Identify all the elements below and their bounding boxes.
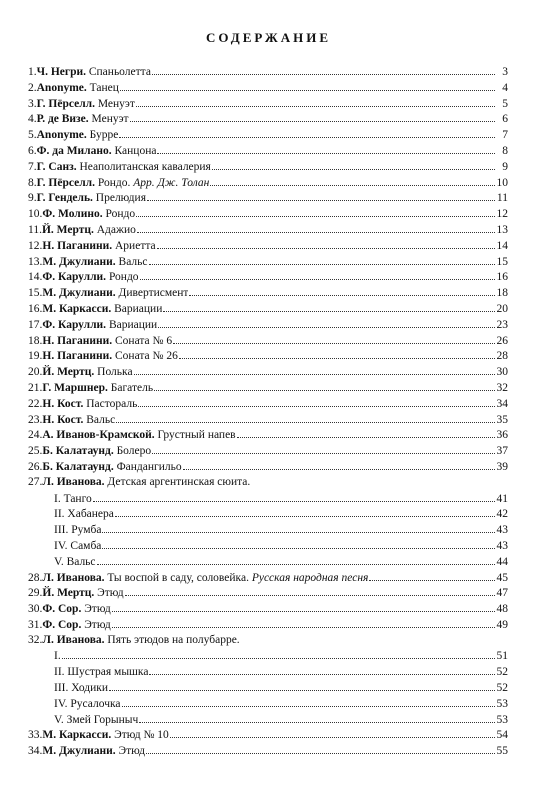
toc-entry bbox=[28, 727, 508, 743]
toc-entry bbox=[28, 111, 508, 127]
composer-name: Г. Пёрселл. bbox=[36, 97, 95, 110]
page-number: 7 bbox=[502, 129, 508, 142]
entry-text bbox=[28, 460, 182, 476]
entry-text bbox=[28, 444, 151, 460]
entry-number: 24. bbox=[28, 429, 43, 442]
page-number: 12 bbox=[496, 208, 508, 221]
entry-number: 12. bbox=[28, 239, 43, 252]
page-number: 51 bbox=[496, 650, 508, 663]
page-number: 3 bbox=[502, 66, 508, 78]
work-title: Менуэт bbox=[88, 113, 129, 126]
toc-entry bbox=[28, 64, 508, 80]
entry-text bbox=[28, 475, 250, 491]
toc-subentry bbox=[28, 554, 508, 570]
page-number: 23 bbox=[496, 318, 508, 331]
work-title: Канцона bbox=[111, 144, 157, 157]
page-number: 35 bbox=[496, 413, 508, 426]
toc-subentry bbox=[28, 664, 508, 680]
entry-text bbox=[28, 381, 153, 397]
page-number: 39 bbox=[496, 460, 508, 473]
dot-leader bbox=[137, 222, 495, 233]
toc-subentry bbox=[28, 491, 508, 507]
toc-entry bbox=[28, 585, 508, 601]
toc-entry bbox=[28, 743, 508, 759]
dot-leader bbox=[179, 348, 495, 359]
work-title: Спаньолетта bbox=[85, 66, 151, 78]
table-of-contents bbox=[28, 64, 508, 759]
toc-entry bbox=[28, 127, 508, 143]
work-title: Адажио bbox=[93, 223, 136, 236]
composer-name: Ф. Карулли. bbox=[42, 271, 107, 284]
entry-number: 8. bbox=[28, 176, 37, 189]
entry-text bbox=[28, 633, 240, 649]
entry-number: 25. bbox=[28, 445, 43, 458]
toc-entry bbox=[28, 475, 508, 491]
toc-subentry bbox=[28, 648, 508, 664]
composer-name: Г. Пёрселл. bbox=[36, 176, 95, 189]
work-title: Рондо bbox=[102, 208, 136, 221]
composer-name: Anonyme. bbox=[36, 129, 87, 142]
page-number: 5 bbox=[502, 97, 508, 110]
work-title: Рондо bbox=[106, 271, 139, 284]
page-number: 15 bbox=[496, 255, 508, 268]
work-title: Соната № 6 bbox=[112, 334, 173, 347]
subentry-title: II. Хабанера bbox=[54, 508, 114, 521]
entry-number: 4. bbox=[28, 113, 37, 126]
entry-text bbox=[54, 649, 61, 665]
entry-number: 23. bbox=[28, 413, 43, 426]
entry-number: 30. bbox=[28, 603, 43, 616]
composer-name: М. Джулиани. bbox=[42, 745, 116, 758]
dot-leader bbox=[102, 538, 495, 549]
page-number: 34 bbox=[496, 397, 508, 410]
entry-number: 15. bbox=[28, 287, 43, 300]
composer-name: Н. Паганини. bbox=[42, 334, 113, 347]
dot-leader bbox=[158, 317, 495, 328]
work-title: Менуэт bbox=[94, 97, 135, 110]
toc-subentry bbox=[28, 538, 508, 554]
composer-name: Ф. Сор. bbox=[42, 603, 82, 616]
subentry-title: II. Шустрая мышка bbox=[54, 666, 149, 679]
entry-number: 34. bbox=[28, 745, 43, 758]
entry-number: 22. bbox=[28, 397, 43, 410]
work-title: Прелюдия bbox=[92, 192, 146, 205]
entry-text bbox=[28, 618, 111, 634]
work-title: Вариации bbox=[111, 302, 163, 315]
entry-text bbox=[28, 728, 169, 744]
entry-number: 7. bbox=[28, 160, 37, 173]
entry-number: 21. bbox=[28, 381, 43, 394]
page-number: 41 bbox=[496, 492, 508, 505]
toc-entry bbox=[28, 570, 508, 586]
entry-text bbox=[28, 397, 137, 413]
entry-text bbox=[28, 302, 162, 318]
composer-name: Б. Калатаунд. bbox=[42, 460, 114, 473]
dot-leader bbox=[102, 522, 495, 533]
dot-leader bbox=[134, 364, 495, 375]
work-title: Грустный напев bbox=[154, 429, 236, 442]
work-title: Этюд bbox=[81, 618, 111, 631]
composer-name: А. Иванов-Крамской. bbox=[42, 429, 155, 442]
composer-name: М. Каркасси. bbox=[42, 302, 112, 315]
toc-entry bbox=[28, 333, 508, 349]
page-number: 49 bbox=[496, 618, 508, 631]
composer-name: Г. Гендель. bbox=[36, 192, 93, 205]
entry-text bbox=[28, 81, 119, 97]
toc-subentry bbox=[28, 522, 508, 538]
entry-text bbox=[54, 681, 108, 697]
entry-number: 28. bbox=[28, 571, 43, 584]
toc-entry bbox=[28, 269, 508, 285]
page-number: 48 bbox=[496, 603, 508, 616]
page-number: 9 bbox=[502, 160, 508, 173]
toc-entry bbox=[28, 301, 508, 317]
composer-name: Й. Мертц. bbox=[42, 587, 95, 600]
dot-leader bbox=[212, 159, 495, 170]
work-title: Ты воспой в саду, соловейка. bbox=[104, 571, 249, 584]
page-number: 43 bbox=[496, 539, 508, 552]
dot-leader bbox=[170, 727, 495, 738]
toc-entry bbox=[28, 459, 508, 475]
dot-leader bbox=[112, 617, 495, 628]
dot-leader bbox=[93, 491, 495, 502]
page-number: 47 bbox=[496, 587, 508, 600]
composer-name: Г. Маршнер. bbox=[42, 381, 108, 394]
work-title: Рондо. bbox=[94, 176, 131, 189]
dot-leader bbox=[210, 175, 495, 186]
entry-number: 18. bbox=[28, 334, 43, 347]
entry-text bbox=[28, 270, 139, 286]
dot-leader bbox=[116, 412, 495, 423]
entry-text bbox=[54, 507, 114, 523]
dot-leader bbox=[146, 743, 495, 754]
page-number: 18 bbox=[496, 287, 508, 300]
work-title: Дивертисмент bbox=[115, 287, 189, 300]
entry-text bbox=[28, 602, 111, 618]
entry-number: 6. bbox=[28, 144, 37, 157]
dot-leader bbox=[97, 554, 495, 565]
entry-number: 33. bbox=[28, 729, 43, 742]
entry-number: 17. bbox=[28, 318, 43, 331]
page-number: 4 bbox=[502, 81, 508, 94]
entry-number: 10. bbox=[28, 208, 43, 221]
dot-leader bbox=[157, 143, 495, 154]
dot-leader bbox=[139, 712, 495, 723]
composer-name: Н. Паганини. bbox=[42, 350, 113, 363]
toc-entry bbox=[28, 254, 508, 270]
work-title: Детская аргентинская сюита. bbox=[104, 475, 251, 488]
entry-text bbox=[28, 176, 209, 192]
entry-text bbox=[54, 713, 138, 729]
work-title: Танец bbox=[86, 81, 119, 94]
entry-text bbox=[28, 318, 157, 334]
page-number: 52 bbox=[496, 666, 508, 679]
composer-name: М. Каркасси. bbox=[42, 729, 112, 742]
toc-entry bbox=[28, 80, 508, 96]
page-number: 14 bbox=[496, 239, 508, 252]
entry-text bbox=[28, 255, 148, 271]
subentry-title: I. Танго bbox=[54, 492, 92, 505]
dot-leader bbox=[152, 443, 495, 454]
dot-leader bbox=[120, 80, 495, 91]
entry-text bbox=[28, 128, 118, 144]
subentry-title: V. Змей Горыныч bbox=[54, 713, 139, 726]
page-number: 28 bbox=[496, 350, 508, 363]
work-title: Фандангильо bbox=[113, 460, 182, 473]
entry-text bbox=[28, 413, 115, 429]
composer-name: Й. Мертц. bbox=[42, 366, 95, 379]
dot-leader bbox=[237, 427, 495, 438]
toc-entry bbox=[28, 96, 508, 112]
composer-name: Ф. да Милано. bbox=[36, 144, 112, 157]
entry-text bbox=[54, 697, 121, 713]
entry-number: 32. bbox=[28, 633, 43, 646]
dot-leader bbox=[125, 585, 495, 596]
entry-text bbox=[28, 191, 146, 207]
toc-entry bbox=[28, 380, 508, 396]
dot-leader bbox=[157, 238, 495, 249]
work-title: Этюд № 10 bbox=[111, 729, 169, 742]
toc-entry bbox=[28, 238, 508, 254]
page-number: 10 bbox=[496, 176, 508, 189]
entry-number: 20. bbox=[28, 366, 43, 379]
subentry-title: IV. Самба bbox=[54, 539, 102, 552]
dot-leader bbox=[138, 396, 495, 407]
dot-leader bbox=[147, 190, 495, 201]
toc-entry bbox=[28, 285, 508, 301]
dot-leader bbox=[62, 648, 495, 659]
dot-leader bbox=[163, 301, 495, 312]
dot-leader bbox=[149, 664, 495, 675]
work-title: Соната № 26 bbox=[112, 350, 178, 363]
entry-number: 2. bbox=[28, 81, 37, 94]
dot-leader bbox=[369, 570, 495, 581]
composer-name: Й. Мертц. bbox=[41, 223, 94, 236]
entry-number: 3. bbox=[28, 97, 37, 110]
page-number: 26 bbox=[496, 334, 508, 347]
page-number: 53 bbox=[496, 713, 508, 726]
dot-leader bbox=[112, 601, 495, 612]
entry-text bbox=[28, 334, 172, 350]
entry-text bbox=[28, 160, 211, 176]
composer-name: Б. Калатаунд. bbox=[42, 445, 114, 458]
entry-text bbox=[28, 286, 188, 302]
toc-subentry bbox=[28, 506, 508, 522]
entry-number: 29. bbox=[28, 587, 43, 600]
toc-subentry bbox=[28, 712, 508, 728]
entry-number: 5. bbox=[28, 129, 37, 142]
work-title: Болеро bbox=[113, 445, 152, 458]
dot-leader bbox=[136, 96, 495, 107]
dot-leader bbox=[173, 333, 495, 344]
toc-entry bbox=[28, 443, 508, 459]
entry-text bbox=[54, 665, 148, 681]
dot-leader bbox=[154, 380, 495, 391]
dot-leader bbox=[122, 696, 496, 707]
toc-entry bbox=[28, 222, 508, 238]
composer-name: Г. Санз. bbox=[36, 160, 77, 173]
work-title: Пять этюдов на полубарре. bbox=[104, 633, 240, 646]
entry-text bbox=[28, 428, 236, 444]
dot-leader bbox=[183, 459, 495, 470]
toc-entry bbox=[28, 364, 508, 380]
toc-entry bbox=[28, 190, 508, 206]
entry-text bbox=[28, 349, 178, 365]
page-number: 53 bbox=[496, 697, 508, 710]
entry-text bbox=[28, 586, 124, 602]
work-note: Арр. Дж. Толан bbox=[130, 176, 210, 189]
toc-entry bbox=[28, 427, 508, 443]
toc-entry bbox=[28, 159, 508, 175]
dot-leader bbox=[119, 127, 495, 138]
work-title: Ариетта bbox=[112, 239, 156, 252]
page-number: 37 bbox=[496, 445, 508, 458]
toc-subentry bbox=[28, 696, 508, 712]
composer-name: Anonyme. bbox=[36, 81, 87, 94]
composer-name: Л. Иванова. bbox=[42, 475, 105, 488]
composer-name: Р. де Визе. bbox=[36, 113, 89, 126]
entry-number: 14. bbox=[28, 271, 43, 284]
work-title: Вариации bbox=[106, 318, 158, 331]
composer-name: Л. Иванова. bbox=[42, 633, 105, 646]
composer-name: Ч. Негри. bbox=[36, 66, 86, 78]
composer-name: Н. Кост. bbox=[42, 397, 84, 410]
work-title: Этюд bbox=[94, 587, 124, 600]
page-number: 13 bbox=[496, 223, 508, 236]
page-number: 11 bbox=[496, 192, 508, 205]
entry-number: 1. bbox=[28, 66, 37, 78]
entry-text bbox=[28, 65, 151, 81]
work-title: Этюд bbox=[115, 745, 146, 758]
dot-leader bbox=[189, 285, 495, 296]
composer-name: Л. Иванова. bbox=[42, 571, 105, 584]
page-number: 55 bbox=[496, 745, 508, 758]
page-number: 8 bbox=[502, 144, 508, 157]
entry-number: 31. bbox=[28, 618, 43, 631]
page-number: 42 bbox=[496, 508, 508, 521]
toc-entry bbox=[28, 601, 508, 617]
page-number: 16 bbox=[496, 271, 508, 284]
composer-name: Н. Кост. bbox=[42, 413, 84, 426]
dot-leader bbox=[149, 254, 496, 265]
work-title: Полька bbox=[94, 366, 133, 379]
entry-text bbox=[28, 144, 156, 160]
toc-entry bbox=[28, 412, 508, 428]
dot-leader bbox=[140, 269, 495, 280]
page-number: 54 bbox=[496, 729, 508, 742]
page-number: 43 bbox=[496, 524, 508, 537]
entry-number: 13. bbox=[28, 255, 43, 268]
toc-subentry bbox=[28, 680, 508, 696]
entry-text bbox=[28, 223, 136, 239]
entry-text bbox=[28, 571, 368, 587]
composer-name: Н. Паганини. bbox=[42, 239, 113, 252]
page-title: СОДЕРЖАНИЕ bbox=[205, 30, 332, 45]
composer-name: Ф. Молино. bbox=[42, 208, 103, 221]
entry-text bbox=[28, 239, 156, 255]
entry-text bbox=[54, 492, 92, 508]
entry-text bbox=[54, 523, 101, 539]
dot-leader bbox=[109, 680, 495, 691]
dot-leader bbox=[115, 506, 495, 517]
entry-text bbox=[28, 97, 135, 113]
toc-entry bbox=[28, 206, 508, 222]
toc-entry bbox=[28, 317, 508, 333]
toc-entry bbox=[28, 348, 508, 364]
dot-leader bbox=[136, 206, 495, 217]
page-number: 45 bbox=[496, 571, 508, 584]
dot-leader bbox=[152, 64, 495, 75]
entry-number: 27. bbox=[28, 475, 43, 488]
work-title: Этюд bbox=[81, 603, 111, 616]
entry-number: 11. bbox=[28, 223, 42, 236]
work-title: Вальс bbox=[115, 255, 148, 268]
subentry-title: I. bbox=[54, 650, 61, 663]
entry-text bbox=[28, 744, 145, 760]
work-title: Вальс bbox=[83, 413, 116, 426]
subentry-title: III. Румба bbox=[54, 524, 102, 537]
entry-number: 19. bbox=[28, 350, 43, 363]
page-number: 30 bbox=[496, 366, 508, 379]
page-number: 36 bbox=[496, 429, 508, 442]
composer-name: Ф. Сор. bbox=[42, 618, 82, 631]
page-number: 6 bbox=[502, 113, 508, 126]
toc-entry bbox=[28, 175, 508, 191]
page-number: 32 bbox=[496, 381, 508, 394]
entry-text bbox=[28, 365, 133, 381]
entry-text bbox=[28, 207, 135, 223]
composer-name: М. Джулиани. bbox=[42, 255, 116, 268]
dot-leader bbox=[130, 111, 495, 122]
entry-text bbox=[28, 112, 129, 128]
page-number: 20 bbox=[496, 302, 508, 315]
work-title: Пастораль bbox=[83, 397, 138, 410]
composer-name: М. Джулиани. bbox=[42, 287, 116, 300]
toc-entry bbox=[28, 143, 508, 159]
toc-entry bbox=[28, 396, 508, 412]
entry-number: 26. bbox=[28, 460, 43, 473]
toc-entry bbox=[28, 617, 508, 633]
work-title: Неаполитанская кавалерия bbox=[76, 160, 211, 173]
subentry-title: III. Ходики bbox=[54, 682, 108, 695]
entry-number: 9. bbox=[28, 192, 37, 205]
work-title: Багатель bbox=[107, 381, 154, 394]
subentry-title: V. Вальс bbox=[54, 555, 96, 568]
entry-text bbox=[54, 555, 96, 571]
work-title: Бурре bbox=[86, 129, 119, 142]
page-number: 44 bbox=[496, 555, 508, 568]
composer-name: Ф. Карулли. bbox=[42, 318, 107, 331]
page-number: 52 bbox=[496, 682, 508, 695]
entry-number: 16. bbox=[28, 302, 43, 315]
entry-text bbox=[54, 539, 101, 555]
work-note: Русская народная песня bbox=[248, 571, 369, 584]
subentry-title: IV. Русалочка bbox=[54, 697, 121, 710]
toc-entry bbox=[28, 633, 508, 649]
